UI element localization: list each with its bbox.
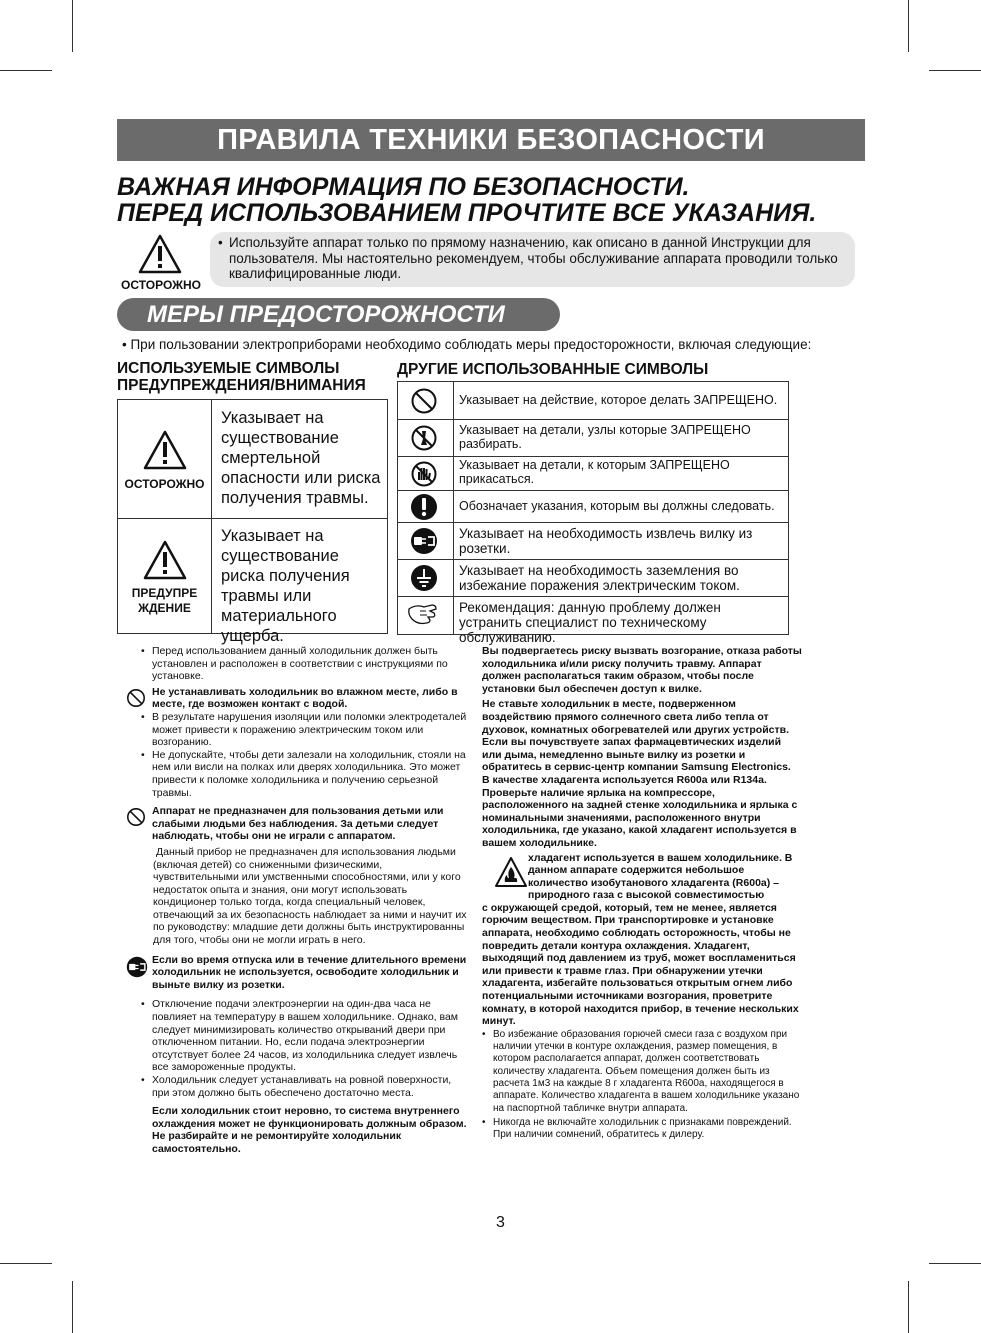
crop-mark (0, 70, 52, 71)
table-row (118, 400, 387, 519)
page-number: 3 (496, 1214, 505, 1231)
list-item: • В результате нарушения изоляции или поломки электродеталей может привести к поражению электрическим током или возгоранию. (141, 711, 467, 749)
symbol-description: Обозначает указания, которым вы должны следовать. (459, 499, 775, 513)
caution-label: ОСТОРОЖНО (121, 278, 201, 292)
warning-symbols-heading (117, 361, 392, 394)
bold-paragraph: Не ставьте холодильник в месте, подверженном воздействию прямого солнечного света либо тепла от духовок, комнатных обогревателей или других устройств. Если вы почувствуете запах фармацевтических изделий или дыма, немедленно выньте вилку из розетки и обратитесь в сервис-центр компании Samsung Electronics. (482, 698, 791, 774)
list-item (123, 686, 467, 711)
notice-text (218, 235, 838, 282)
paragraph: Данный прибор не предназначен для использования людьми (включая детей) со сниженными физическими, чувствительными или умственными способностями, или у кого недостаток опыта и знания, они могут использовать кондиционер только тогда, когда специальный человек, отвечающий за их безопасность наблюдает за ними и научит их по руководству: младшие дети должны быть инструктированны для того, чтобы они не могли играть в него. (153, 845, 467, 947)
symbol-description: Указывает на необходимость извлечь вилку из розетки. (459, 526, 753, 556)
prohibited-icon (126, 807, 146, 827)
symbol-description: Рекомендация: данную проблему должен устранить специалист по техническому обслуживанию. (459, 600, 721, 645)
section-intro: • При пользовании электроприборами необходимо соблюдать меры предосторожности, включая следующие: (122, 337, 812, 352)
page-title: ПРАВИЛА ТЕХНИКИ БЕЗОПАСНОСТИ (117, 119, 865, 161)
unplug-icon (126, 956, 148, 978)
bold-warning: Аппарат не предназначен для пользования детьми или слабыми людьми без наблюдения. За детьми следует наблюдать, чтобы они не играли с аппаратом. (152, 805, 444, 843)
right-column (482, 645, 802, 1141)
warning-label: ПРЕДУПРЕ ЖДЕНИЕ (131, 586, 198, 615)
no-disassembly-icon (410, 424, 438, 452)
crop-mark (72, 1281, 73, 1333)
crop-mark (908, 1281, 909, 1333)
bold-warning: Если холодильник стоит неровно, то система внутреннего охлаждения может не функционировать должным образом. Не разбирайте и не ремонтируйте холодильник самостоятельно. (152, 1105, 467, 1155)
crop-mark (929, 70, 981, 71)
bold-paragraph: с окружающей средой, который, тем не менее, является горючим веществом. При транспортировке и установке аппарата, необходимо соблюдать осторожность, чтобы не повредить детали контура охлаждения. Хладагент, выходящий под давлением из труб, может воспламениться или привести к травме глаз. При обнаружении утечки хладагента, избегайте пользоваться открытым огнем либо потенциальными источниками возгорания, проветрите комнату, в которой находится прибор, в течение нескольких минут. (482, 901, 799, 1028)
bullet: • (218, 235, 223, 250)
no-touch-icon (410, 460, 438, 488)
bold-paragraph: хладагент используется в вашем холодильнике. В данном аппарате содержится небольшое количество изобутанового хладагента (R600a) – природного газа с высокой совместимостью (528, 851, 793, 902)
warning-triangle-icon (143, 430, 187, 470)
table-row (398, 457, 788, 491)
table-row (398, 597, 788, 645)
important-heading (117, 174, 877, 226)
bold-paragraph: В качестве хладагента используется R600a или R134a. Проверьте наличие ярлыка на компрессоре, расположенного на задней стенке холодильника и ярлыка с номинальными значениями, расположенного внутри холодильника, где указано, какой хладагент используется в вашем холодильнике. (482, 773, 798, 849)
warning-symbols-heading-line1: ИСПОЛЬЗУЕМЫЕ СИМВОЛЫ (117, 360, 340, 377)
flammable-warning-icon (494, 856, 528, 888)
crop-mark (0, 1263, 52, 1264)
bold-paragraph: Вы подвергаетесь риску вызвать возгорание, отказа работы холодильника и/или риску получить травму. Аппарат должен располагаться таким образом, чтобы после установки был обеспечен доступ к вилке. (482, 645, 802, 695)
list-item: • Во избежание образования горючей смеси газа с воздухом при наличии утечки в контуре охлаждения, размер помещения, в котором располагается аппарат, должен соответствовать количеству хладагента. Объем помещения должен быть из расчета 1м3 на каждые 8 г хладагента R600a, находящегося в аппарате. Количество хладагента в вашем холодильнике указано на паспортной табличке внутри аппарата. (482, 1029, 802, 1115)
bold-warning: Не устанавливать холодильник во влажном месте, либо в месте, где возможен контакт с водой. (152, 685, 458, 711)
crop-mark (72, 0, 73, 52)
list-item (123, 805, 467, 843)
list-item: • Холодильник следует устанавливать на ровной поверхности, при этом должно быть обеспечено достаточно места. (141, 1074, 467, 1099)
ground-icon (410, 564, 438, 592)
crop-mark (908, 0, 909, 52)
symbol-description: Указывает на детали, к которым ЗАПРЕЩЕНО прикасаться. (459, 458, 730, 486)
unplug-icon (410, 527, 438, 555)
warning-symbols-heading-line2: ПРЕДУПРЕЖДЕНИЯ/ВНИМАНИЯ (117, 376, 366, 394)
list-item: • Перед использованием данный холодильник должен быть установлен и расположен в соответствии с инструкциями по установке. (141, 645, 467, 683)
warning-triangle-icon (138, 234, 182, 274)
list-item (123, 954, 467, 992)
important-line-1: ВАЖНАЯ ИНФОРМАЦИЯ ПО БЕЗОПАСНОСТИ. (117, 173, 690, 201)
left-column (141, 645, 467, 1156)
prohibited-icon (410, 387, 438, 415)
list-item: • Никогда не включайте холодильник с признаками повреждений. При наличии сомнений, обратитесь к дилеру. (482, 1117, 802, 1142)
notice-body: Используйте аппарат только по прямому назначению, как описано в данной Инструкции для пользователя. Мы настоятельно рекомендуем, чтобы обслуживание аппарата проводили только квалифицированные люди. (229, 235, 838, 281)
crop-mark (929, 1263, 981, 1264)
table-row (398, 420, 788, 457)
table-row (118, 518, 387, 645)
flammable-block (482, 852, 802, 1028)
symbol-description: Указывает на необходимость заземления во избежание поражения электрическим током. (459, 563, 740, 593)
table-row (398, 560, 788, 597)
mandatory-icon (410, 493, 438, 521)
prohibited-icon (126, 688, 146, 708)
table-row (398, 523, 788, 560)
section-title: МЕРЫ ПРЕДОСТОРОЖНОСТИ (117, 298, 560, 331)
table-row (398, 382, 788, 420)
symbol-description: Указывает на детали, узлы которые ЗАПРЕЩЕНО разбирать. (459, 423, 751, 451)
caution-label: ОСТОРОЖНО (124, 477, 205, 491)
table-row (398, 491, 788, 523)
list-item: • Отключение подачи электроэнергии на один-два часа не повлияет на температуру в вашем холодильнике. Однако, вам следует минимизировать количество открываний двери при отключенном питании. Но, если подача электроэнергии отсутствует более 24 часов, из холодильника следует извлечь все замороженные продукты. (141, 998, 467, 1074)
list-item: • Не допускайте, чтобы дети залезали на холодильник, стояли на нем или висли на полках или дверях холодильника. Это может привести к поломке холодильника и получению серьезной травмы. (141, 749, 467, 799)
warning-symbols-table (117, 399, 388, 645)
important-line-2: ПЕРЕД ИСПОЛЬЗОВАНИЕМ ПРОЧТИТЕ ВСЕ УКАЗАНИЯ. (117, 199, 817, 227)
symbol-description: Указывает на действие, которое делать ЗАПРЕЩЕНО. (459, 393, 778, 407)
other-symbols-heading: ДРУГИЕ ИСПОЛЬЗОВАННЫЕ СИМВОЛЫ (397, 361, 709, 378)
warning-triangle-icon (143, 540, 187, 580)
symbol-description: Указывает на существование смертельной опасности или риска получения травмы. (221, 409, 381, 507)
service-hand-icon (406, 601, 442, 629)
bold-warning: Если во время отпуска или в течение длительного времени холодильник не используется, освободите холодильник и выньте вилку из розетки. (152, 953, 467, 991)
other-symbols-table (397, 381, 789, 645)
symbol-description: Указывает на существование риска получения травмы или материального ущерба. (221, 527, 350, 645)
